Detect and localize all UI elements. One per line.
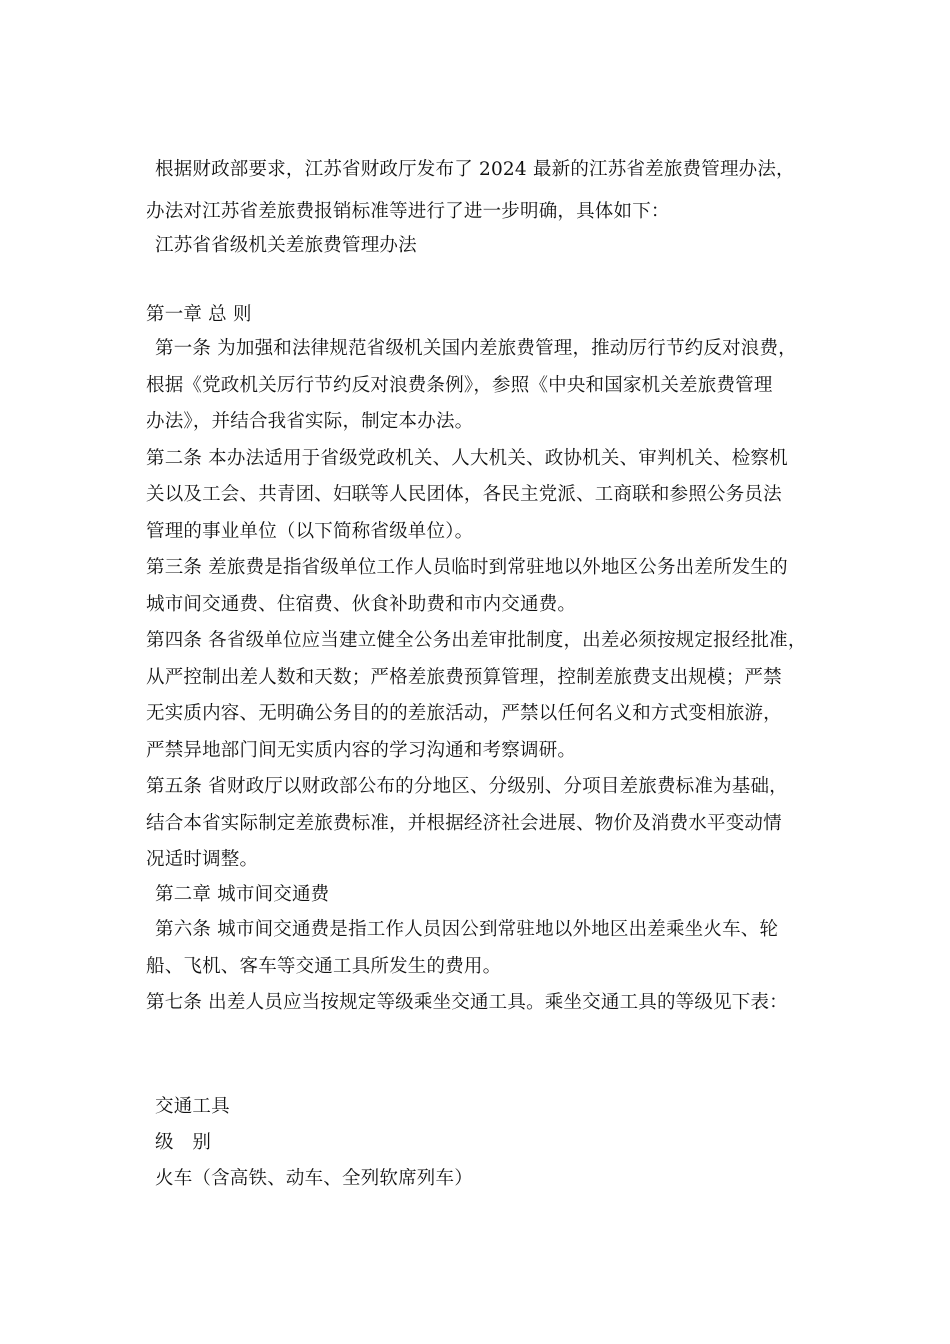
table-header-level: 级 别 — [155, 1132, 212, 1153]
article-2-line-2: 关以及工会、共青团、妇联等人民团体，各民主党派、工商联和参照公务员法 — [146, 484, 782, 505]
intro-line-2: 办法对江苏省差旅费报销标准等进行了进一步明确，具体如下： — [146, 201, 670, 222]
article-1-line-3: 办法》，并结合我省实际，制定本办法。 — [146, 411, 474, 432]
table-row-train: 火车（含高铁、动车、全列软席列车） — [155, 1168, 473, 1189]
article-6-line-1: 第六条 城市间交通费是指工作人员因公到常驻地以外地区出差乘坐火车、轮 — [155, 919, 779, 940]
article-3-line-1: 第三条 差旅费是指省级单位工作人员临时到常驻地以外地区公务出差所发生的 — [146, 557, 788, 578]
article-6-line-2: 船、飞机、客车等交通工具所发生的费用。 — [146, 956, 502, 977]
article-4-line-3: 无实质内容、无明确公务目的的差旅活动，严禁以任何名义和方式变相旅游， — [146, 703, 782, 724]
article-4-line-2: 从严控制出差人数和天数；严格差旅费预算管理，控制差旅费支出规模；严禁 — [146, 667, 782, 688]
table-header-vehicle: 交通工具 — [155, 1096, 230, 1117]
chapter-1-heading: 第一章 总 则 — [146, 304, 252, 325]
article-2-line-1: 第二条 本办法适用于省级党政机关、人大机关、政协机关、审判机关、检察机 — [146, 448, 788, 469]
article-4-line-1: 第四条 各省级单位应当建立健全公务出差审批制度，出差必须按规定报经批准， — [146, 630, 807, 651]
intro-line-1: 根据财政部要求，江苏省财政厅发布了 2024 最新的江苏省差旅费管理办法， — [155, 159, 795, 180]
article-1-line-2: 根据《党政机关厉行节约反对浪费条例》，参照《中央和国家机关差旅费管理 — [146, 375, 773, 396]
article-5-line-3: 况适时调整。 — [146, 849, 259, 870]
article-7-line-1: 第七条 出差人员应当按规定等级乘坐交通工具。乘坐交通工具的等级见下表： — [146, 992, 788, 1013]
article-5-line-2: 结合本省实际制定差旅费标准，并根据经济社会进展、物价及消费水平变动情 — [146, 813, 782, 834]
article-2-line-3: 管理的事业单位（以下简称省级单位）。 — [146, 521, 474, 542]
article-3-line-2: 城市间交通费、住宿费、伙食补助费和市内交通费。 — [146, 594, 577, 615]
article-1-line-1: 第一条 为加强和法律规范省级机关国内差旅费管理，推动厉行节约反对浪费， — [155, 338, 797, 359]
article-4-line-4: 严禁异地部门间无实质内容的学习沟通和考察调研。 — [146, 740, 577, 761]
document-title: 江苏省省级机关差旅费管理办法 — [155, 235, 417, 256]
chapter-2-heading: 第二章 城市间交通费 — [155, 884, 330, 905]
article-5-line-1: 第五条 省财政厅以财政部公布的分地区、分级别、分项目差旅费标准为基础， — [146, 776, 788, 797]
